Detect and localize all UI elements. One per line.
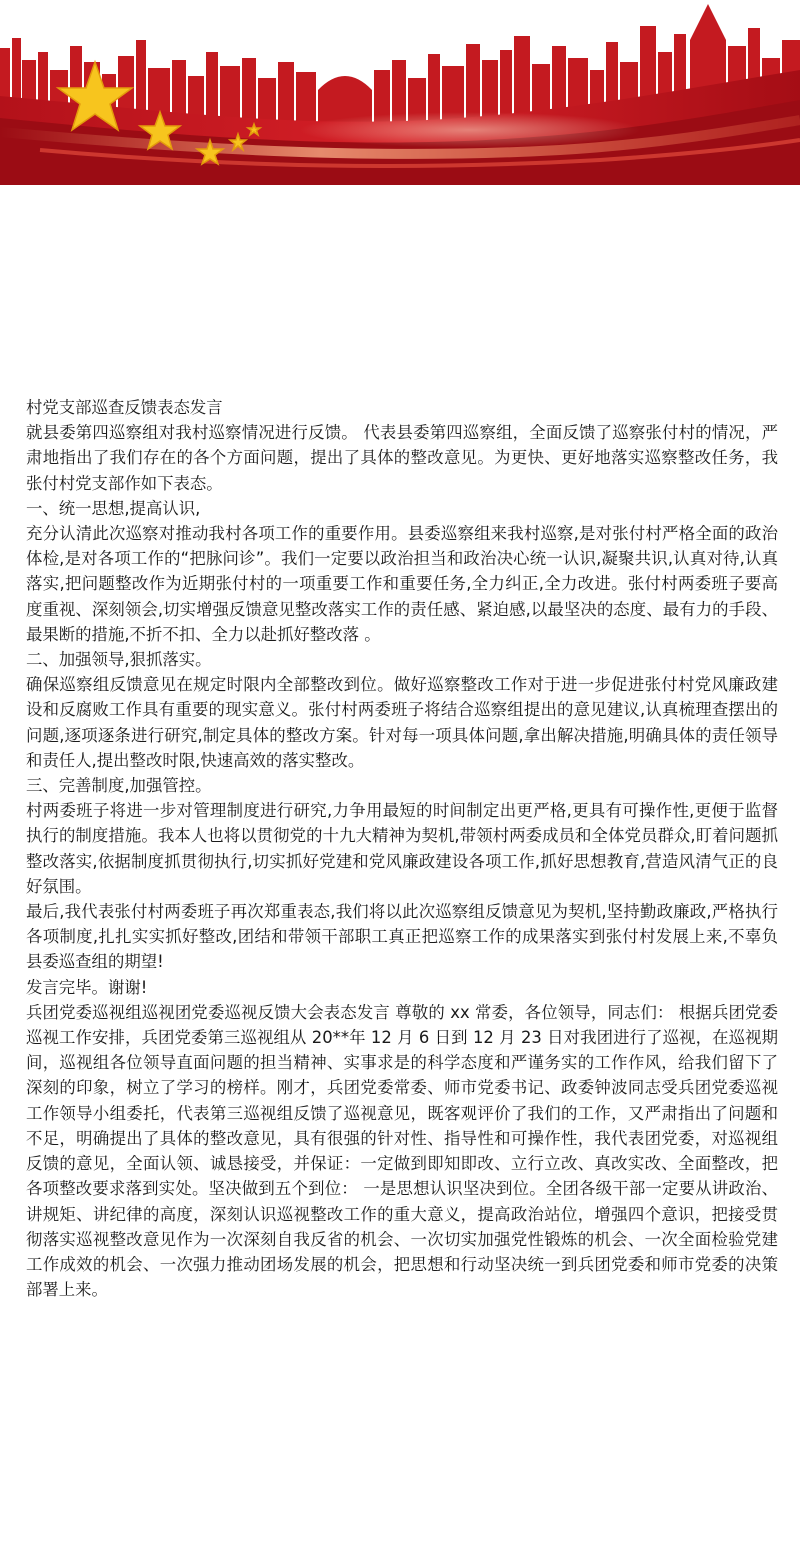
header-banner [0, 0, 800, 185]
section-heading: 二、加强领导,狠抓落实。 [26, 650, 212, 670]
paragraph: 就县委第四巡察组对我村巡察情况进行反馈。 代表县委第四巡察组，全面反馈了巡察张付村的情况，严肃地指出了我们存在的各个方面问题，提出了具体的整改意见。为更快、更好地落实巡察整改任务，我张付村党支部作如下表态。 [26, 423, 778, 493]
closing-line: 发言完毕。谢谢! [26, 977, 148, 997]
paragraph: 最后,我代表张付村两委班子再次郑重表态,我们将以此次巡察组反馈意见为契机,坚持勤政廉政,严格执行各项制度,扎扎实实抓好整改,团结和带领干部职工真正把巡察工作的成果落实到张付村发展上来,不辜负县委巡查组的期望! [26, 902, 778, 972]
section-heading: 一、统一思想,提高认识, [26, 498, 201, 518]
section-heading: 三、完善制度,加强管控。 [26, 776, 212, 796]
paragraph: 充分认清此次巡察对推动我村各项工作的重要作用。县委巡察组来我村巡察,是对张付村严格全面的政治体检,是对各项工作的“把脉问诊”。我们一定要以政治担当和政治决心统一认识,凝聚共识,认真对待,认真落实,把问题整改作为近期张付村的一项重要工作和重要任务,全力纠正,全力改进。张付村两委班子要高度重视、深刻领会,切实增强反馈意见整改落实工作的责任感、紧迫感,以最坚决的态度、最有力的手段、最果断的措施,不折不扣、全力以赴抓好整改落 。 [26, 524, 778, 644]
document-title: 村党支部巡查反馈表态发言 [26, 398, 223, 417]
paragraph: 兵团党委巡视组巡视团党委巡视反馈大会表态发言 尊敬的 xx 常委，各位领导，同志们： 根据兵团党委巡视工作安排，兵团党委第三巡视组从 20**年 12 月 6 日到 12 月 23 日对我团进行了巡视，在巡视期间，巡视组各位领导直面问题的担当精神、实事求是的科学态度和严谨务实的工作作风，给我们留下了深刻的印象，树立了学习的榜样。刚才，兵团党委常委、师市党委书记、政委钟波同志受兵团党委巡视工作领导小组委托，代表第三巡视组反馈了巡视意见，既客观评价了我们的工作，又严肃指出了问题和不足，明确提出了具体的整改意见，具有很强的针对性、指导性和可操作性，我代表团党委，对巡视组反馈的意见，全面认领、诚恳接受，并保证：一定做到即知即改、立行立改、真改实改、全面整改，把各项整改要求落到实处。坚决做到五个到位： 一是思想认识坚决到位。全团各级干部一定要从讲政治、讲规矩、讲纪律的高度，深刻认识巡视整改工作的重大意义，提高政治站位，增强四个意识，把接受贯彻落实巡视整改意见作为一次深刻自我反省的机会、一次切实加强党性锻炼的机会、一次全面检验党建工作成效的机会、一次强力推动团场发展的机会，把思想和行动坚决统一到兵团党委和师市党委的决策部署上来。 [26, 1002, 778, 1300]
paragraph: 确保巡察组反馈意见在规定时限内全部整改到位。做好巡察整改工作对于进一步促进张付村党风廉政建设和反腐败工作具有重要的现实意义。张付村两委班子将结合巡察组提出的意见建议,认真梳理查摆出的问题,逐项逐条进行研究,制定具体的整改方案。针对每一项具体问题,拿出解决措施,明确具体的责任领导和责任人,提出整改时限,快速高效的落实整改。 [26, 675, 778, 770]
paragraph: 村两委班子将进一步对管理制度进行研究,力争用最短的时间制定出更严格,更具有可操作性,更便于监督执行的制度措施。我本人也将以贯彻党的十九大精神为契机,带领村两委成员和全体党员群众,盯着问题抓整改落实,依据制度抓贯彻执行,切实抓好党建和党风廉政建设各项工作,抓好思想教育,营造风清气正的良好氛围。 [26, 801, 778, 896]
document-body [26, 395, 778, 1302]
